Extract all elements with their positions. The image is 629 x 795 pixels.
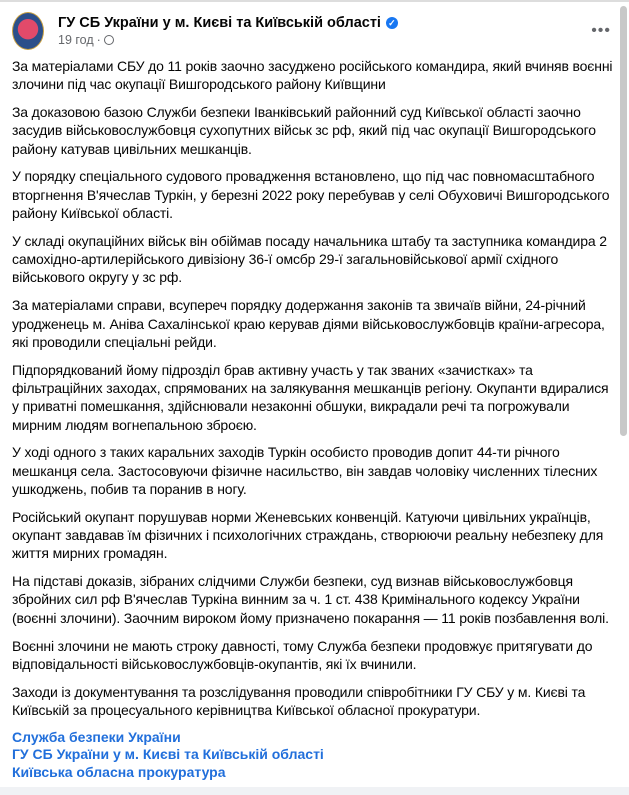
tag-link[interactable]: Київська обласна прокуратура [12,763,226,780]
post-header [12,12,398,50]
post-paragraph: За матеріалами СБУ до 11 років заочно засуджено російського командира, який вчиняв воєнні злочини під час окупації Вишгородського району Київщини [12,58,613,93]
post-paragraph: Заходи із документування та розслідування проводили співробітники ГУ СБУ у м. Києві та Київській за процесуального керівництва Київської обласної прокуратури. [12,683,586,718]
post-paragraph: У ході одного з таких каральних заходів Туркін особисто проводив допит 44-ти річного мешканця села. Застосовуючи фізичне насильство, він завдав чоловіку численних тілесних ушкоджень, побив та поранив в ногу. [12,444,598,497]
divider [0,787,629,795]
post-content [0,2,616,787]
tag-link[interactable]: Служба безпеки України [12,728,181,745]
scrollbar[interactable] [620,6,627,436]
tag-link[interactable]: ГУ СБ України у м. Києві та Київській області [12,746,324,763]
post-paragraph: Російський окупант порушував норми Женевських конвенцій. Катуючи цивільних українців, окупант завдавав їм фізичних і психологічних страждань, створюючи реальну небезпеку для життя мирних громадян. [12,508,604,562]
post-paragraph: Воєнні злочини не мають строку давності, тому Служба безпеки продовжує притягувати до відповідальності військовослужбовців-окупантів, які їх вчинили. [12,637,593,672]
post-paragraph: За матеріалами справи, всупереч порядку додержання законів та звичаїв війни, 24-річний уродженець м. Аніва Сахалінської краю керував діями військовослужбовців країни-агресора, які проводили спеціальні рейди. [12,297,605,350]
post-tags [12,729,616,788]
separator: · [96,33,101,47]
post-paragraph: У порядку спеціального судового провадження встановлено, що під час повномасштабного вторгнення В'ячеслав Туркін, у березні 2022 року перебував у селі Обухoвичі Вишгородського району Київської області. [12,168,610,222]
post-paragraph: За доказовою базою Служби безпеки Іванківський районний суд Київської області заочно засудив військовослужбовця сухопутних військ зс рф, який під час окупації Вишгородського району катував цивільних мешканців. [12,104,596,157]
post-paragraph: У складі окупаційних військ він обіймав посаду начальника штабу та заступника командира 2 самохідно-артилерійського дивізіону 36-ї омсбр 29-ї загальновійськової армії східного військового округу у зс рф. [12,232,607,286]
avatar[interactable] [12,12,44,50]
post-paragraph: На підставі доказів, зібраних слідчими Служби безпеки, суд визнав військовослужбовця збройних сил рф В'ячеслав Туркіна винним за ч. 1 ст. 438 Кримінального кодексу України (воєнні злочини). Заочним вироком йому призначено покарання — 11 років позбавлення волі. [12,573,609,626]
globe-icon [104,35,114,45]
more-options-button[interactable]: ••• [591,22,611,39]
post-paragraph: Підпорядкований йому підрозділ брав активну участь у так званих «зачистках» та фільтраційних заходах, спрямованих на залякування мешканців регіону. Окупанти вдиралися у приватні помешкання, здійснювали незаконні обшуки, викрадали речі та погрожували мирним людям вогнепальною зброєю. [12,361,609,433]
verified-badge-icon: ✓ [386,17,398,29]
author-name[interactable]: ГУ СБ України у м. Києві та Київській області [58,15,381,31]
post-time[interactable]: 19 год [58,33,94,47]
post-body [12,57,616,719]
